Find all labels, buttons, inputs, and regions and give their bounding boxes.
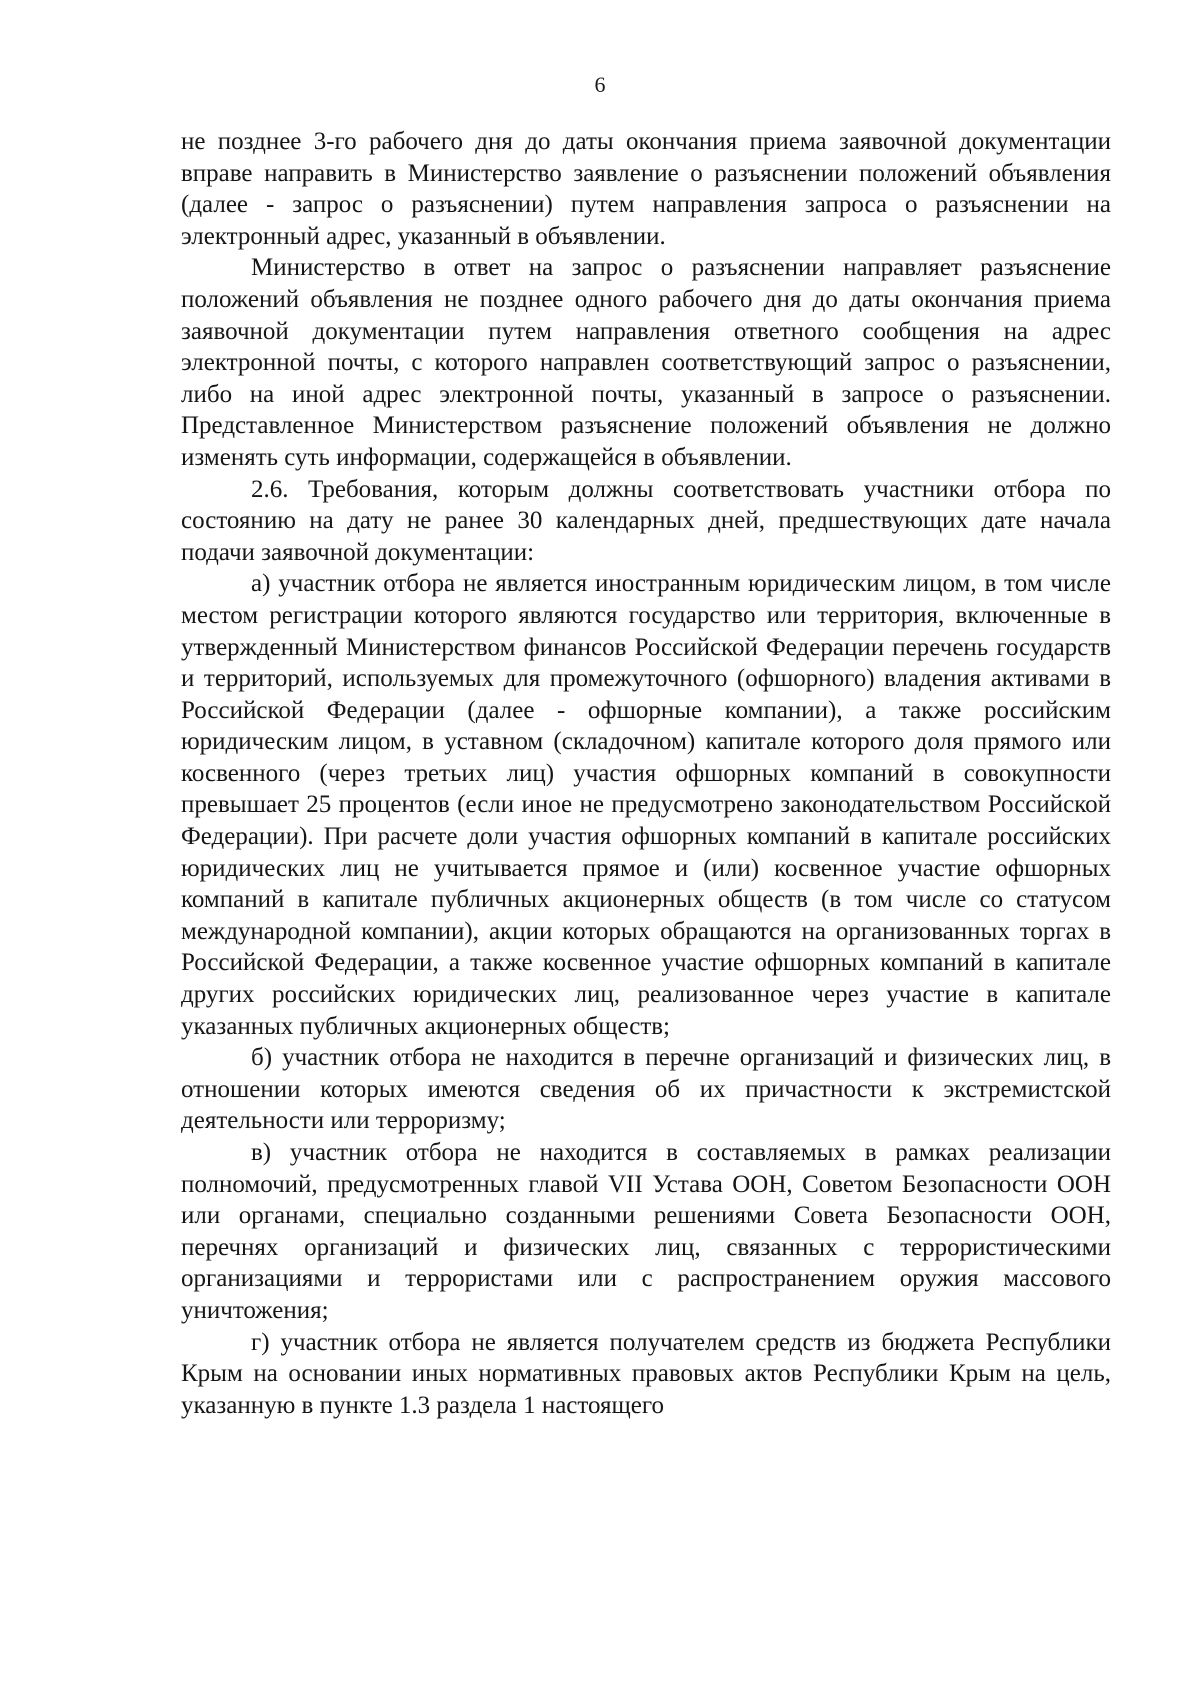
- page-number: 6: [594, 72, 606, 97]
- paragraph-item-b: б) участник отбора не находится в перечне организаций и физических лиц, в отношении которых имеются сведения об их причастности к экстремистской деятельности или терроризму;: [181, 1044, 1111, 1135]
- document-body: [181, 126, 1111, 1421]
- paragraph-item-a: а) участник отбора не является иностранным юридическим лицом, в том числе местом регистрации которого являются государство или территория, включенные в утвержденный Министерством финансов Российской Федерации перечень государств и территорий, используемых для промежуточного (офшорного) владения активами в Российской Федерации (далее - офшорные компании), а также российским юридическим лицом, в уставном (складочном) капитале которого доля прямого или косвенного (через третьих лиц) участия офшорных компаний в совокупности превышает 25 процентов (если иное не предусмотрено законодательством Российской Федерации). При расчете доли участия офшорных компаний в капитале российских юридических лиц не учитывается прямое и (или) косвенное участие офшорных компаний в капитале публичных акционерных обществ (в том числе со статусом международной компании), акции которых обращаются на организованных торгах в Российской Федерации, а также косвенное участие офшорных компаний в капитале других российских юридических лиц, реализованное через участие в капитале указанных публичных акционерных обществ;: [181, 570, 1111, 1040]
- paragraph-ministry-response: Министерство в ответ на запрос о разъяснении направляет разъяснение положений объявления не позднее одного рабочего дня до даты окончания приема заявочной документации путем направления ответного сообщения на адрес электронной почты, с которого направлен соответствующий запрос о разъяснении, либо на иной адрес электронной почты, указанный в запросе о разъяснении. Представленное Министерством разъяснение положений объявления не должно изменять суть информации, содержащейся в объявлении.: [181, 254, 1111, 471]
- paragraph-item-g: г) участник отбора не является получателем средств из бюджета Республики Крым на основании иных нормативных правовых актов Республики Крым на цель, указанную в пункте 1.3 раздела 1 настоящего: [181, 1328, 1111, 1419]
- paragraph-requirements-2-6: 2.6. Требования, которым должны соответствовать участники отбора по состоянию на дату не ранее 30 календарных дней, предшествующих дате начала подачи заявочной документации:: [181, 475, 1111, 566]
- paragraph-request-clarification: не позднее 3-го рабочего дня до даты окончания приема заявочной документации вправе направить в Министерство заявление о разъяснении положений объявления (далее - запрос о разъяснении) путем направления запроса о разъяснении на электронный адрес, указанный в объявлении.: [181, 128, 1111, 250]
- paragraph-item-v: в) участник отбора не находится в составляемых в рамках реализации полномочий, предусмотренных главой VII Устава ООН, Советом Безопасности ООН или органами, специально созданными решениями Совета Безопасности ООН, перечнях организаций и физических лиц, связанных с террористическими организациями и террористами или с распространением оружия массового уничтожения;: [181, 1139, 1111, 1324]
